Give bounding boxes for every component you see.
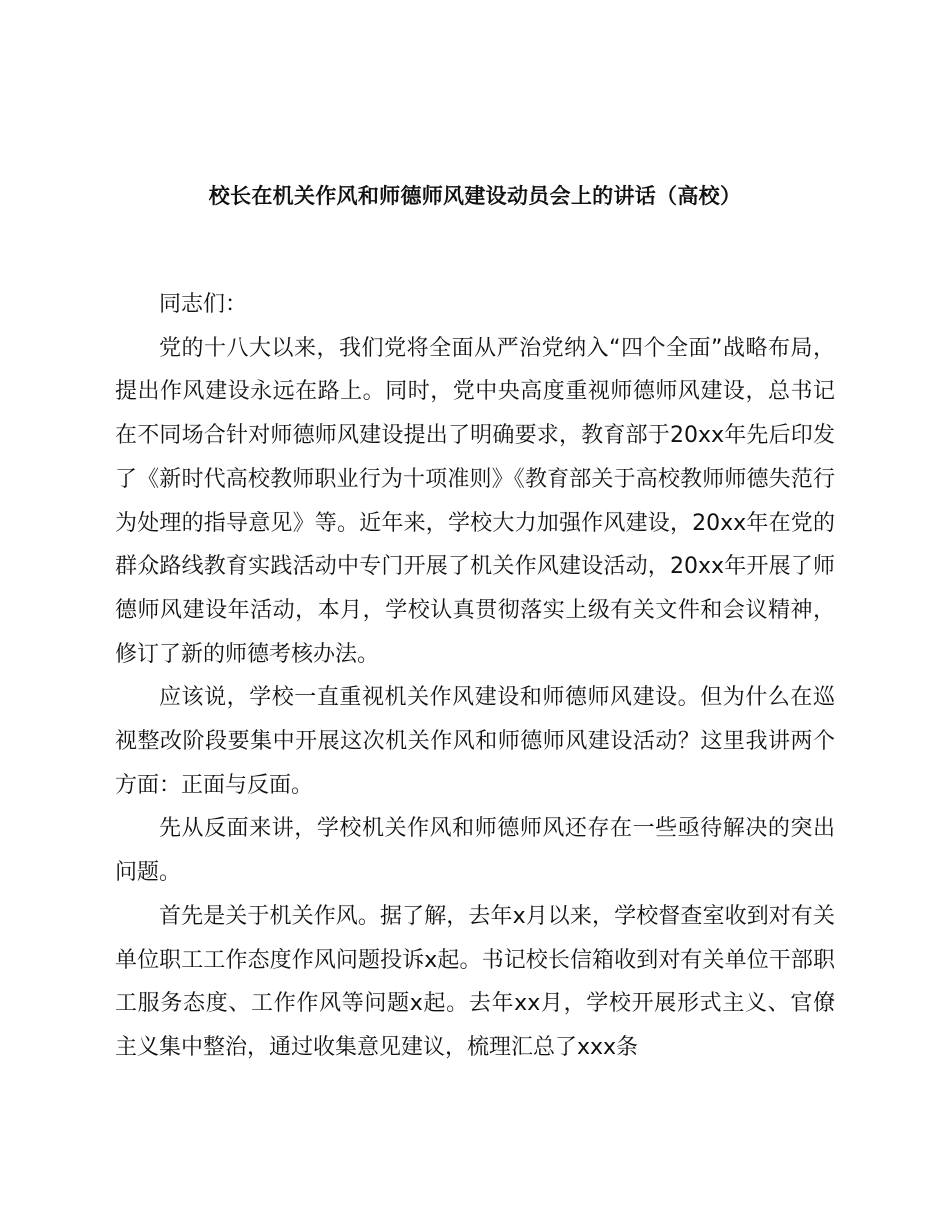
document-body [115, 283, 835, 1070]
body-paragraph-3: 先从反面来讲，学校机关作风和师德师风还存在一些亟待解决的突出问题。 [115, 816, 835, 886]
document-title: 校长在机关作风和师德师风建设动员会上的讲话（高校） [208, 184, 742, 208]
body-paragraph-4: 首先是关于机关作风。据了解，去年x月以来，学校督查室收到对有关单位职工工作态度作风问题投诉x起。书记校长信箱收到对有关单位干部职工服务态度、工作作风等问题x起。去年xx月，学校开展形式主义、官僚主义集中整治，通过收集意见建议，梳理汇总了xxx条 [115, 903, 835, 1060]
salutation-paragraph: 同志们： [159, 292, 248, 317]
body-paragraph-1: 党的十八大以来，我们党将全面从严治党纳入“四个全面”战略布局，提出作风建设永远在路上。同时，党中央高度重视师德师风建设，总书记在不同场合针对师德师风建设提出了明确要求，教育部于20xx年先后印发了《新时代高校教师职业行为十项准则》《教育部关于高校教师师德失范行为处理的指导意见》等。近年来，学校大力加强作风建设，20xx年在党的群众路线教育实践活动中专门开展了机关作风建设活动，20xx年开展了师德师风建设年活动，本月，学校认真贯彻落实上级有关文件和会议精神，修订了新的师德考核办法。 [115, 335, 835, 667]
body-paragraph-2: 应该说，学校一直重视机关作风建设和师德师风建设。但为什么在巡视整改阶段要集中开展这次机关作风和师德师风建设活动？这里我讲两个方面：正面与反面。 [115, 685, 835, 798]
